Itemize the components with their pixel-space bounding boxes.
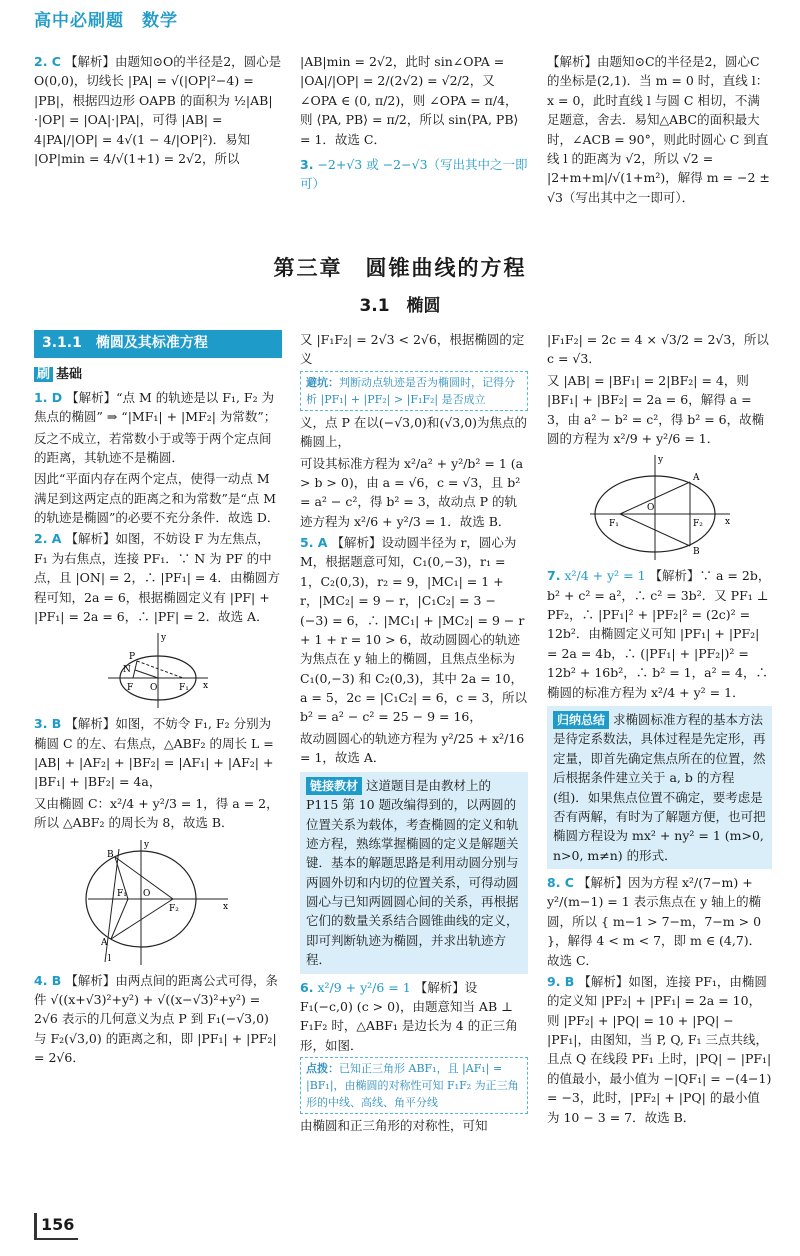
- point-label: F: [127, 683, 134, 694]
- question-text: 【解析】设 F₁(−c,0) (c > 0)，由题意知当 AB ⊥ F₁F₂ 时，△ABF₁ 是边长为 4 的正三角形，如图．: [300, 979, 518, 1053]
- tip-note: [300, 1057, 528, 1114]
- column-3: [547, 330, 772, 1210]
- question-number: 3. B: [34, 716, 62, 732]
- ellipse-figure-3: [585, 452, 735, 562]
- point-label: O: [150, 683, 158, 694]
- box-text: 求椭圆标准方程的基本方法是待定系数法，具体过程是先定形，再定量，即首先确定焦点所在的位置，然后根据条件建立关于 a, b 的方程(组)．如果焦点位置不确定，要考虑是否有两解，有时为了解题方便，也可把椭圆方程设为 mx² + ny² = 1 (m>0, n>0, m≠n) 的形式．: [553, 711, 766, 863]
- subsection-title: 3.1.1 椭圆及其标准方程: [34, 330, 282, 358]
- question-text: 又 |F₁F₂| = 2√3 < 2√6，根据椭圆的定义: [300, 332, 525, 367]
- question-text: 可设其标准方程为 x²/a² + y²/b² = 1 (a > b > 0)，由 a = √6，c = √3，且 b² = a² − c²，得 b² = 3，故动点 P 的轨迹方程为 x²/6 + y²/3 = 1．故选 B．: [300, 455, 524, 529]
- question-text: 因此“平面内存在两个定点，使得一动点 M 满足到这两定点的距离之和为常数”是“点 M 的轨迹是椭圆”的必要不充分条件．故选 D．: [34, 471, 280, 526]
- axis-label: x: [724, 517, 730, 528]
- point-label: O: [646, 503, 654, 514]
- note-label: 点拨：: [306, 1062, 339, 1076]
- question-text: 【解析】设动圆半径为 r，圆心为 M，根据题意可知，C₁(0,−3)，r₁ = 1，C₂(0,3)，r₂ = 9，|MC₁| = 1 + r，|MC₂| = 9 − r，|C₁C₂| = 3 − (−3) = 6，∴ |MC₁| + |MC₂| = 9 − r + 1 + r = 10 > 6，故动圆圆心的轨迹为焦点在 y 轴上的椭圆，且焦点坐标为 C₁(0,−3) 和 C₂(0,3)，其中 2a = 10，a = 5，2c = |C₁C₂| = 6，c = 3，所以 b² = a² − c² = 25 − 9 = 16，: [300, 535, 528, 725]
- question-text: |F₁F₂| = 2c = 4 × √3/2 = 2√3，所以 c = √3．: [547, 332, 769, 367]
- question-number: 2. A: [34, 531, 62, 547]
- column-2: [300, 330, 528, 1210]
- page-number: 156: [34, 1213, 78, 1240]
- question-text: 故动圆圆心的轨迹方程为 y²/25 + x²/16 = 1，故选 A．: [300, 730, 525, 766]
- point-label: F₂: [692, 519, 703, 530]
- question-text: 【解析】如图，连接 PF₁，由椭圆的定义知 |PF₂| + |PF₁| = 2a = 10，则 |PF₂| + |PQ| = 10 + |PQ| − |PF₁|，由图知，当 P, Q, F₁ 三点共线，且点 Q 在线段 PF₁ 上时，|PQ| − |PF₁| 的值最小，最小值为 −|QF₁| = −(4−1) = −3，此时，|PF₂| + |PQ| 的最小值为 10 − 3 = 7．故选 B．: [547, 973, 772, 1125]
- section-title: 3.1 椭圆: [359, 296, 441, 316]
- question-text: 又由椭圆 C：x²/4 + y²/3 = 1，得 a = 2，所以 △ABF₂ 的周长为 8，故选 B．: [34, 795, 279, 831]
- point-label: F₁: [608, 519, 619, 530]
- question-text: 【解析】由题知⊙O的半径是2，圆心是 O(0,0)，切线长 |PA| = √(|OP|²−4) = |PB|，根据四边形 OAPB 的面积为 ½|AB|·|OP| = |OA|·|PA|，可得 |AB| = 4|PA|/|OP| = 4√(1 − 4/|OP|²)．易知 |OP|min = 4/√(1+1) = 2√2，所以: [34, 54, 282, 166]
- fill-answer: x²/9 + y²/6 = 1: [317, 979, 411, 995]
- top-q2-continued: [300, 52, 528, 247]
- point-label: l: [108, 953, 111, 964]
- note-label: 避坑：: [306, 375, 339, 389]
- ellipse-figure-1: [103, 630, 213, 710]
- question-text: 又 |AB| = |BF₁| = 2|BF₂| = 4，则 |BF₁| + |BF₂| = 2a = 6，解得 a = 3，由 a² − b² = c²，得 b² = 6，故椭圆的方程为 x²/9 + y²/6 = 1．: [547, 372, 765, 446]
- point-label: B: [107, 849, 114, 860]
- point-label: N: [123, 665, 131, 676]
- fill-answer: −2+√3 或 −2−√3（写出其中之一即可）: [300, 156, 528, 192]
- point-label: A: [101, 937, 108, 948]
- top-q2: [34, 52, 282, 247]
- question-number: 2. C: [34, 54, 61, 69]
- axis-label: y: [657, 455, 663, 466]
- axis-label: x: [223, 901, 229, 912]
- column-1: [34, 330, 282, 1210]
- question-text: 【解析】“点 M 的轨迹是以 F₁, F₂ 为焦点的椭圆” ⇒ “|MF₁| + |MF₂| 为常数”；: [34, 389, 277, 425]
- question-number: 3.: [300, 156, 314, 172]
- ellipse-figure-2: [83, 837, 233, 967]
- point-label: O: [143, 888, 151, 899]
- box-label: 归纳总结: [553, 711, 609, 730]
- point-label: F₁: [179, 683, 189, 694]
- question-number: 8. C: [547, 875, 574, 891]
- question-number: 1. D: [34, 389, 63, 405]
- point-label: F₁: [117, 888, 127, 899]
- basic-tag: [34, 365, 82, 385]
- note-text: 判断动点轨迹是否为椭圆时，记得分析 |PF₁| + |PF₂| > |F₁F₂| 是否成立: [306, 375, 515, 406]
- question-number: 5. A: [300, 535, 328, 551]
- axis-label: y: [161, 633, 167, 644]
- question-number: 9. B: [547, 973, 575, 989]
- box-text: 这道题目是由教材上的 P115 第 10 题改编得到的，以两圆的位置关系为载体，考查椭圆的定义和轨迹方程，熟练掌握椭圆的定义是解题关键．基本的解题思路是利用动圆分别与两圆外切和内切的位置关系，可得动圆圆心与已知两圆圆心间的关系，再根据它们的数量关系结合圆锥曲线的定义，即可判断轨迹为椭圆，并求出轨迹方程．: [306, 777, 519, 968]
- book-header: 高中必刷题 数学: [34, 11, 178, 31]
- question-text: 【解析】因为方程 x²/(7−m) + y²/(m−1) = 1 表示焦点在 y 轴上的椭圆，所以 { m−1 > 7−m，7−m > 0 }，解得 4 < m < 7，即 m ∈ (4,7)．故选 C．: [547, 875, 762, 968]
- question-number: 4. B: [34, 972, 62, 988]
- summary-box: [547, 706, 772, 869]
- basic-tag-mark: 刷: [34, 367, 53, 382]
- question-text: 【解析】由题知⊙C的半径是2，圆心C的坐标是(2,1)．当 m = 0 时，直线 l：x = 0，此时直线 l 与圆 C 相切，不满足题意，舍去．易知△ABC的面积最大时，∠ACB = 90°，则此时圆心 C 到直线 l 的距离为 √2，所以 √2 = |2+m+m|/√(1+m²)，解得 m = −2 ± √3（写出其中之一即可）．: [547, 54, 770, 205]
- question-text: |AB|min = 2√2，此时 sin∠OPA = |OA|/|OP| = 2/(2√2) = √2/2，又 ∠OPA ∈ (0, π/2)，则 ∠OPA = π/4，则 ⟨PA, PB⟩ = π/2，所以 sin⟨PA, PB⟩ = 1．故选 C．: [300, 54, 519, 147]
- axis-label: y: [144, 839, 150, 850]
- question-number: 6.: [300, 979, 314, 995]
- fill-answer: x²/4 + y² = 1: [564, 568, 646, 584]
- point-label: B: [692, 547, 700, 558]
- question-text: 反之不成立，若常数小于或等于两个定点间的距离，其轨迹不是椭圆．: [34, 430, 272, 465]
- question-text: 【解析】由两点间的距离公式可得，条件 √((x+√3)²+y²) + √((x−√3)²+y²) = 2√6 表示的几何意义为点 P 到 F₁(−√3,0) 与 F₂(√3,0) 的距离之和，即 |PF₁| + |PF₂| = 2√6．: [34, 972, 278, 1066]
- point-label: F₂: [169, 903, 179, 914]
- top-q3-solution: [547, 52, 772, 247]
- box-label: 链接教材: [306, 777, 362, 796]
- point-label: P: [129, 652, 136, 663]
- note-text: 已知正三角形 ABF₁，且 |AF₁| = |BF₁|，由椭圆的对称性可知 F₁F₂ 为正三角形的中线、高线、角平分线: [306, 1062, 519, 1110]
- axis-label: x: [203, 681, 209, 692]
- question-number: 7.: [547, 568, 561, 584]
- point-label: A: [692, 473, 699, 484]
- basic-tag-label: 基础: [56, 366, 83, 382]
- textbook-link-box: [300, 772, 528, 974]
- question-text: 由椭圆和正三角形的对称性，可知: [300, 1118, 488, 1134]
- tip-note: [300, 371, 528, 411]
- question-text: 【解析】∵ a = 2b，b² + c² = a²，∴ c² = 3b²．又 PF₁ ⊥ PF₂，∴ |PF₁|² + |PF₂|² = (2c)² = 12b²．由椭圆定义可知 |PF₁| + |PF₂| = 2a = 4b，∴ (|PF₁| + |PF₂|)² = 12b² + 16b²，∴ b² = 1，a² = 4，∴ 椭圆的标准方程为 x²/4 + y² = 1．: [547, 568, 771, 700]
- question-text: 【解析】如图，不妨令 F₁, F₂ 分别为椭圆 C 的左、右焦点，△ABF₂ 的周长 L = |AB| + |AF₂| + |BF₂| = |AF₁| + |AF₂| + |BF₁| + |BF₂| = 4a，: [34, 716, 274, 790]
- chapter-title: 第三章 圆锥曲线的方程: [273, 256, 527, 280]
- question-text: 【解析】如图，不妨设 F 为左焦点，F₁ 为右焦点，连接 PF₁．∵ N 为 PF 的中点，且 |ON| = 2，∴ |PF₁| = 4．由椭圆方程可知，2a = 6，根据椭圆定义有 |PF| + |PF₁| = 2a = 6，∴ |PF| = 2．故选 A．: [34, 531, 280, 624]
- question-text: 义，点 P 在以(−√3,0)和(√3,0)为焦点的椭圆上，: [300, 414, 528, 450]
